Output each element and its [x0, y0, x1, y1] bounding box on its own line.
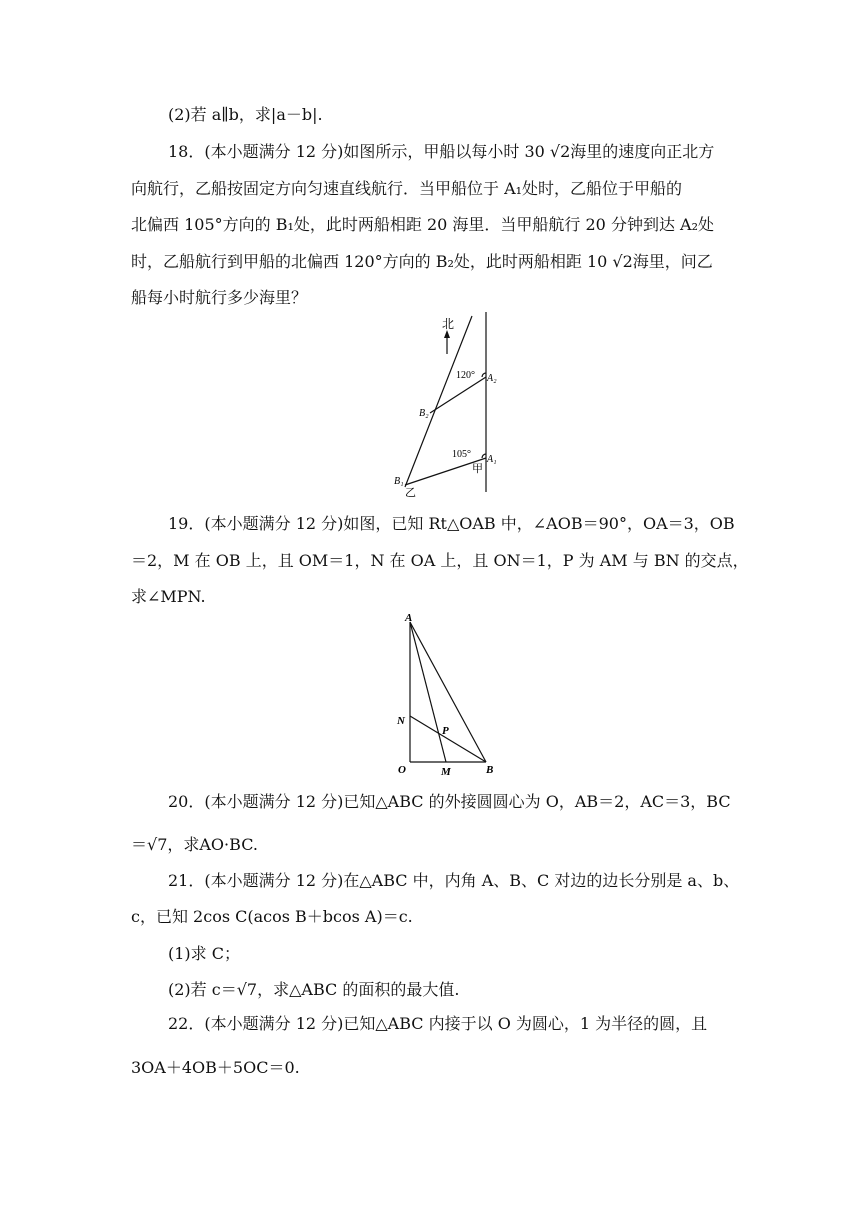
text-line: 19．(本小题满分 12 分)如图，已知 Rt△OAB 中，∠AOB＝90°，OA＝3，OB — [168, 514, 735, 533]
point-label: P — [442, 725, 449, 737]
point-label: M — [441, 766, 451, 778]
text-line: ＝2，M 在 OB 上，且 OM＝1，N 在 OA 上，且 ON＝1，P 为 AM 与 BN 的交点， — [131, 551, 749, 570]
point-label: O — [398, 764, 406, 776]
text-line: (1)求 C； — [168, 944, 240, 963]
text-line: 18．(本小题满分 12 分)如图所示，甲船以每小时 30 √2海里的速度向正北方 — [168, 142, 715, 161]
point-label: A₁ — [487, 454, 497, 465]
text-line: 20．(本小题满分 12 分)已知△ABC 的外接圆圆心为 O，AB＝2，AC＝3，BC — [168, 792, 731, 811]
text-line: (2)若 a∥b，求|a－b|. — [168, 105, 323, 124]
north-label: 北 — [442, 317, 455, 331]
text-line: 22．(本小题满分 12 分)已知△ABC 内接于以 O 为圆心，1 为半径的圆，且 — [168, 1014, 708, 1033]
ship-navigation-figure — [385, 308, 510, 498]
text-line: 时，乙船航行到甲船的北偏西 120°方向的 B₂处，此时两船相距 10 √2海里，问乙 — [131, 252, 713, 271]
text-line: 3OA＋4OB＋5OC＝0. — [131, 1058, 300, 1077]
point-label: B₂ — [419, 408, 429, 419]
text-line: 船每小时航行多少海里？ — [131, 288, 308, 307]
point-label: A₂ — [487, 373, 497, 384]
point-label: B — [486, 764, 494, 776]
point-label: B₁ — [394, 476, 404, 487]
text-line: 向航行，乙船按固定方向匀速直线航行．当甲船位于 A₁处时，乙船位于甲船的 — [131, 179, 683, 198]
point-label: N — [397, 715, 405, 727]
ship-label: 甲 — [472, 463, 483, 475]
point-label: A — [405, 612, 413, 624]
text-line: (2)若 c＝√7，求△ABC 的面积的最大值. — [168, 980, 460, 999]
text-line: c，已知 2cos C(acos B＋bcos A)＝c. — [131, 907, 413, 926]
text-line: 21．(本小题满分 12 分)在△ABC 中，内角 A、B、C 对边的边长分别是 a、b、 — [168, 871, 740, 890]
ship-label: 乙 — [405, 487, 416, 498]
text-line: 北偏西 105°方向的 B₁处，此时两船相距 20 海里．当甲船航行 20 分钟到达 A₂处 — [131, 215, 715, 234]
angle-label: 105° — [452, 449, 471, 460]
triangle-figure — [390, 608, 505, 780]
text-line: 求∠MPN. — [131, 587, 206, 606]
text-line: ＝√7，求AO·BC. — [131, 835, 258, 854]
angle-label: 120° — [456, 370, 475, 381]
